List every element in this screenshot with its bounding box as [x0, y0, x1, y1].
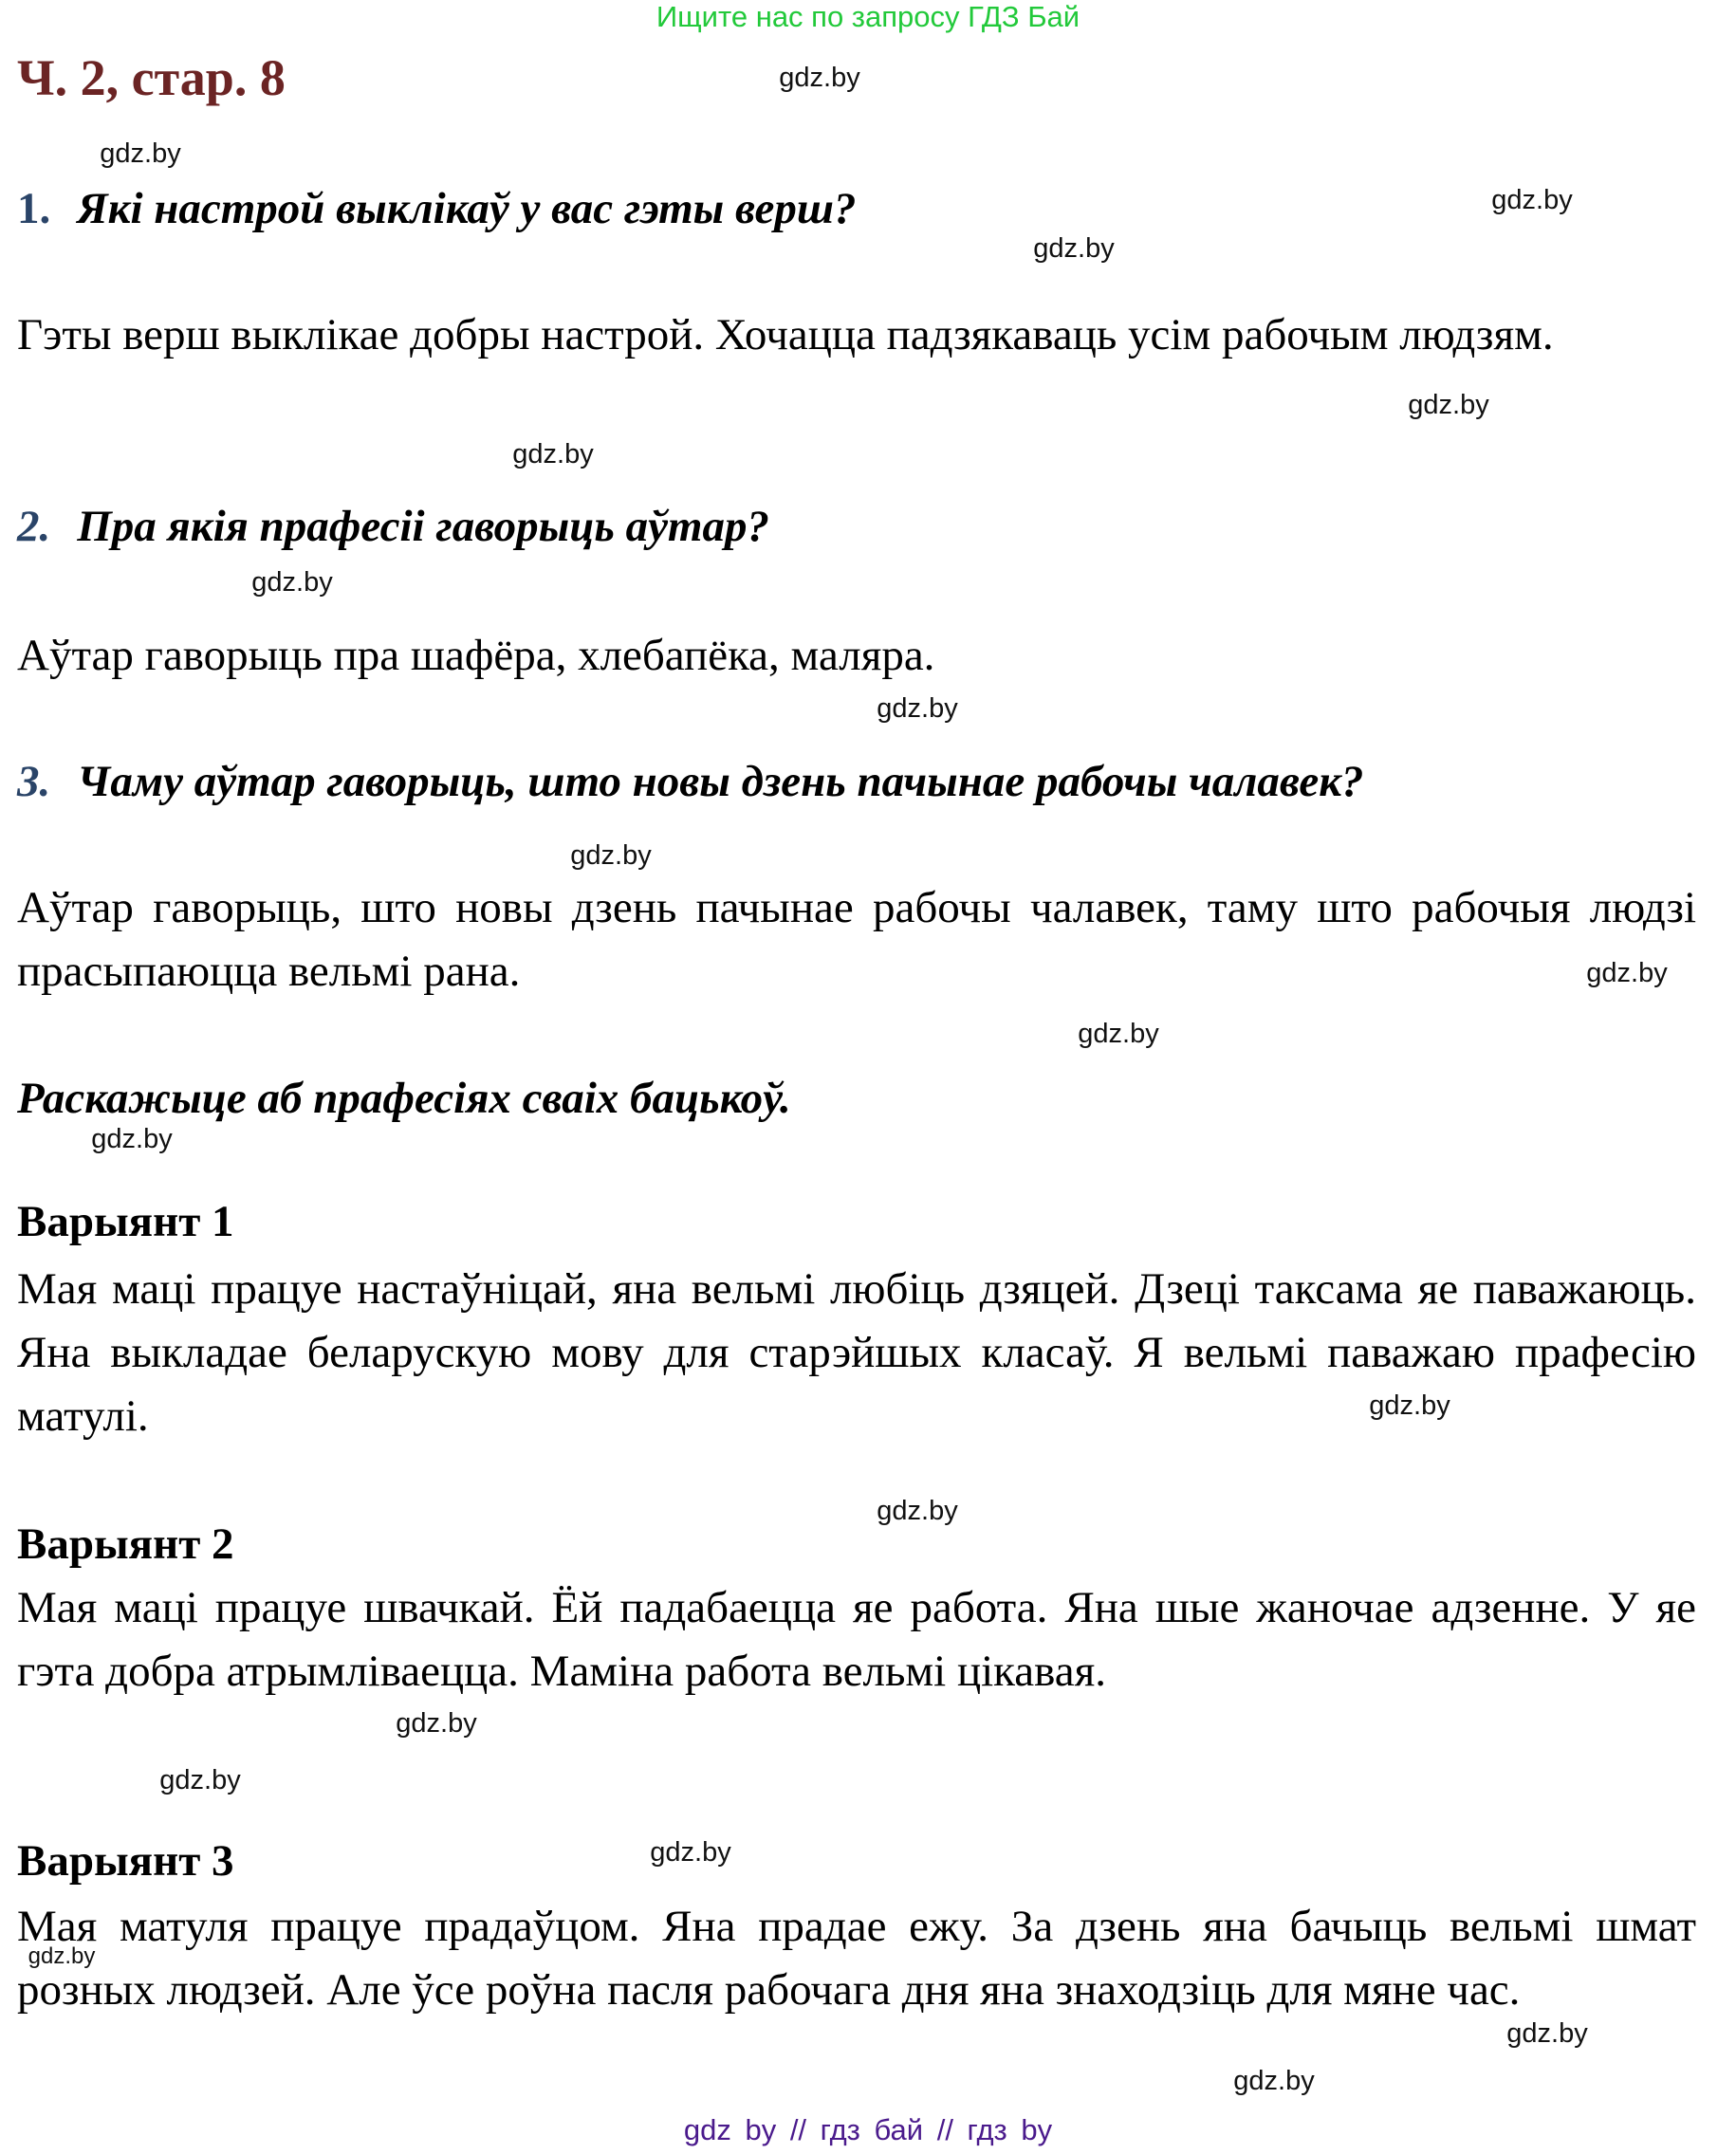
question-text: Які настрой выклікаў у вас гэты верш?: [77, 184, 857, 233]
watermark: gdz.by: [1369, 1390, 1450, 1421]
variant-3-text: Мая матуля працуе прадаўцом. Яна прадае ежу. За дзень яна бачыць вельмі шмат розных людзей. Але ўсе роўна пасля рабочага дня яна знаходзіць для мяне час.: [17, 1902, 1696, 2015]
watermark: gdz.by: [1033, 233, 1115, 264]
watermark: gdz.by: [1078, 1019, 1159, 1049]
watermark: gdz.by: [1586, 958, 1668, 988]
search-hint-link[interactable]: Ищите нас по запросу ГДЗ Бай: [656, 0, 1080, 33]
watermark: gdz.by: [1491, 185, 1573, 215]
question-text: Чаму аўтар гаворыць, што новы дзень пачынае рабочы чалавек?: [77, 757, 1364, 806]
question-number: 2.: [17, 502, 51, 551]
watermark: gdz.by: [512, 439, 594, 469]
watermark: gdz.by: [570, 840, 652, 871]
watermark: gdz.by: [650, 1837, 731, 1868]
watermark: gdz.by: [1506, 2018, 1588, 2049]
variant-1-text: Мая маці працуе настаўніцай, яна вельмі любіць дзяцей. Дзеці таксама яе паважаюць. Яна выкладае беларускую мову для старэйшых класаў. Я вельмі паважаю прафесію матулі.: [17, 1264, 1696, 1441]
question-2: [17, 500, 769, 553]
answer-1: Гэты верш выклікае добры настрой. Хочацца падзякаваць усім рабочым людзям.: [17, 310, 1554, 359]
watermark: gdz.by: [1408, 390, 1489, 420]
watermark: gdz.by: [396, 1708, 477, 1739]
question-1: [17, 182, 856, 235]
variant-2-title: Варыянт 2: [17, 1519, 234, 1569]
watermark: gdz.by: [1233, 2066, 1315, 2096]
question-3: [17, 755, 1364, 808]
page-title: Ч. 2, стар. 8: [17, 49, 286, 106]
watermark: gdz.by: [159, 1765, 241, 1795]
question-number: 1.: [17, 184, 51, 233]
footer-links[interactable]: gdz by // гдз бай // гдз by: [683, 2113, 1053, 2146]
question-number: 3.: [17, 757, 51, 806]
watermark: gdz.by: [91, 1124, 173, 1154]
watermark: gdz.by: [877, 693, 958, 724]
watermark: gdz.by: [28, 1943, 96, 1969]
task-heading: Раскажыце аб прафесіях сваіх бацькоў.: [17, 1074, 791, 1123]
watermark: gdz.by: [100, 138, 181, 169]
variant-3-title: Варыянт 3: [17, 1836, 234, 1886]
variant-1-title: Варыянт 1: [17, 1197, 234, 1246]
variant-2-text: Мая маці працуе швачкай. Ёй падабаецца яе работа. Яна шые жаночае адзенне. У яе гэта добра атрымліваецца. Маміна работа вельмі цікавая.: [17, 1583, 1696, 1696]
watermark: gdz.by: [877, 1496, 958, 1526]
watermark: gdz.by: [779, 63, 860, 93]
question-text: Пра якія прафесіі гаворыць аўтар?: [77, 502, 769, 551]
answer-3: Аўтар гаворыць, што новы дзень пачынае рабочы чалавек, таму што рабочыя людзі прасыпаюцца вельмі рана.: [17, 883, 1696, 996]
answer-2: Аўтар гаворыць пра шафёра, хлебапёка, маляра.: [17, 631, 935, 680]
watermark: gdz.by: [251, 567, 333, 598]
